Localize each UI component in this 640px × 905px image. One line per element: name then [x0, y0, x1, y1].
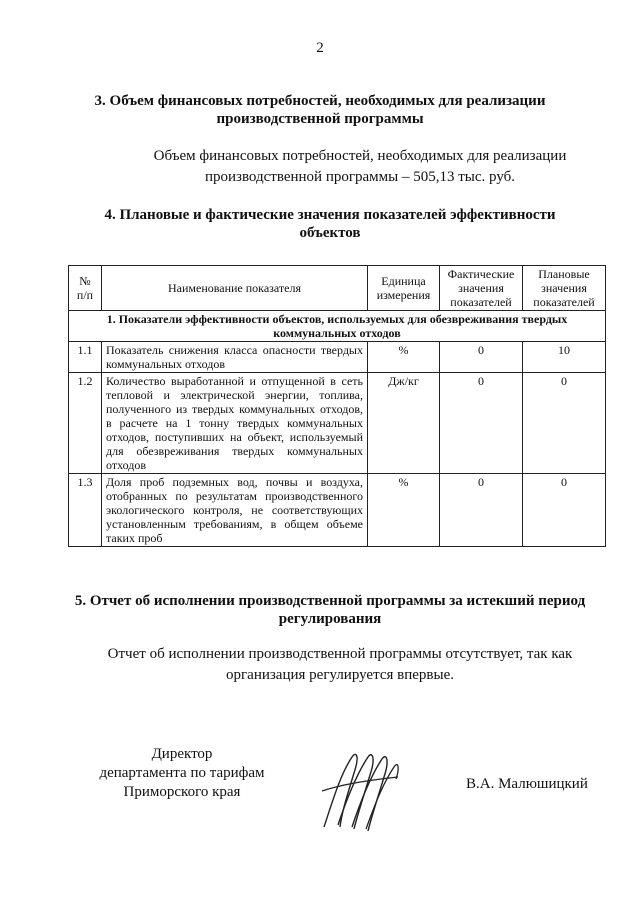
table-group-row	[69, 311, 606, 342]
row-unit: %	[368, 342, 440, 373]
signatory-name: В.А. Малюшицкий	[466, 776, 588, 792]
indicators-table	[68, 265, 606, 547]
row-num: 1.1	[69, 342, 102, 373]
section5-heading: 5. Отчет об исполнении производственной программы за истекший период регулирования	[74, 593, 586, 627]
table-row	[69, 373, 606, 474]
table-row	[69, 342, 606, 373]
page-number: 2	[316, 40, 324, 56]
section3-heading: 3. Объем финансовых потребностей, необходимых для реализации производственной программы	[94, 93, 546, 127]
row-plan: 0	[523, 474, 606, 547]
row-name: Количество выработанной и отпущенной в сеть тепловой и электрической энергии, топлива, полученного из твердых коммунальных отходов, в расчете на 1 тонну твердых коммунальных отходов, поступивших на объект, используемый для обезвреживания твердых коммунальных отходов	[102, 373, 368, 474]
row-num: 1.2	[69, 373, 102, 474]
header-plan: Плановые значения показателей	[523, 266, 606, 311]
row-unit: %	[368, 474, 440, 547]
header-num: № п/п	[69, 266, 102, 311]
row-fact: 0	[440, 373, 523, 474]
row-num: 1.3	[69, 474, 102, 547]
row-fact: 0	[440, 342, 523, 373]
header-name: Наименование показателя	[102, 266, 368, 311]
row-name: Доля проб подземных вод, почвы и воздуха, отобранных по результатам производственного экологического контроля, не соответствующих установленным требованиям, в общем объеме таких проб	[102, 474, 368, 547]
section3-text: Объем финансовых потребностей, необходимых для реализации производственной программы – 505,13 тыс. руб.	[153, 148, 567, 185]
section4-heading: 4. Плановые и фактические значения показателей эффективности объектов	[104, 207, 556, 241]
row-unit: Дж/кг	[368, 373, 440, 474]
header-unit: Единица измерения	[368, 266, 440, 311]
row-plan: 0	[523, 373, 606, 474]
group-title: 1. Показатели эффективности объектов, используемых для обезвреживания твердых коммунальных отходов	[69, 311, 606, 342]
section5-text: Отчет об исполнении производственной программы отсутствует, так как организация регулируется впервые.	[107, 646, 573, 683]
table-header-row	[69, 266, 606, 311]
row-name: Показатель снижения класса опасности твердых коммунальных отходов	[102, 342, 368, 373]
handwritten-signature	[318, 745, 402, 835]
table-row	[69, 474, 606, 547]
row-plan: 10	[523, 342, 606, 373]
signatory-title: Директор департамента по тарифам Приморского края	[99, 746, 265, 800]
header-fact: Фактические значения показателей	[440, 266, 523, 311]
row-fact: 0	[440, 474, 523, 547]
